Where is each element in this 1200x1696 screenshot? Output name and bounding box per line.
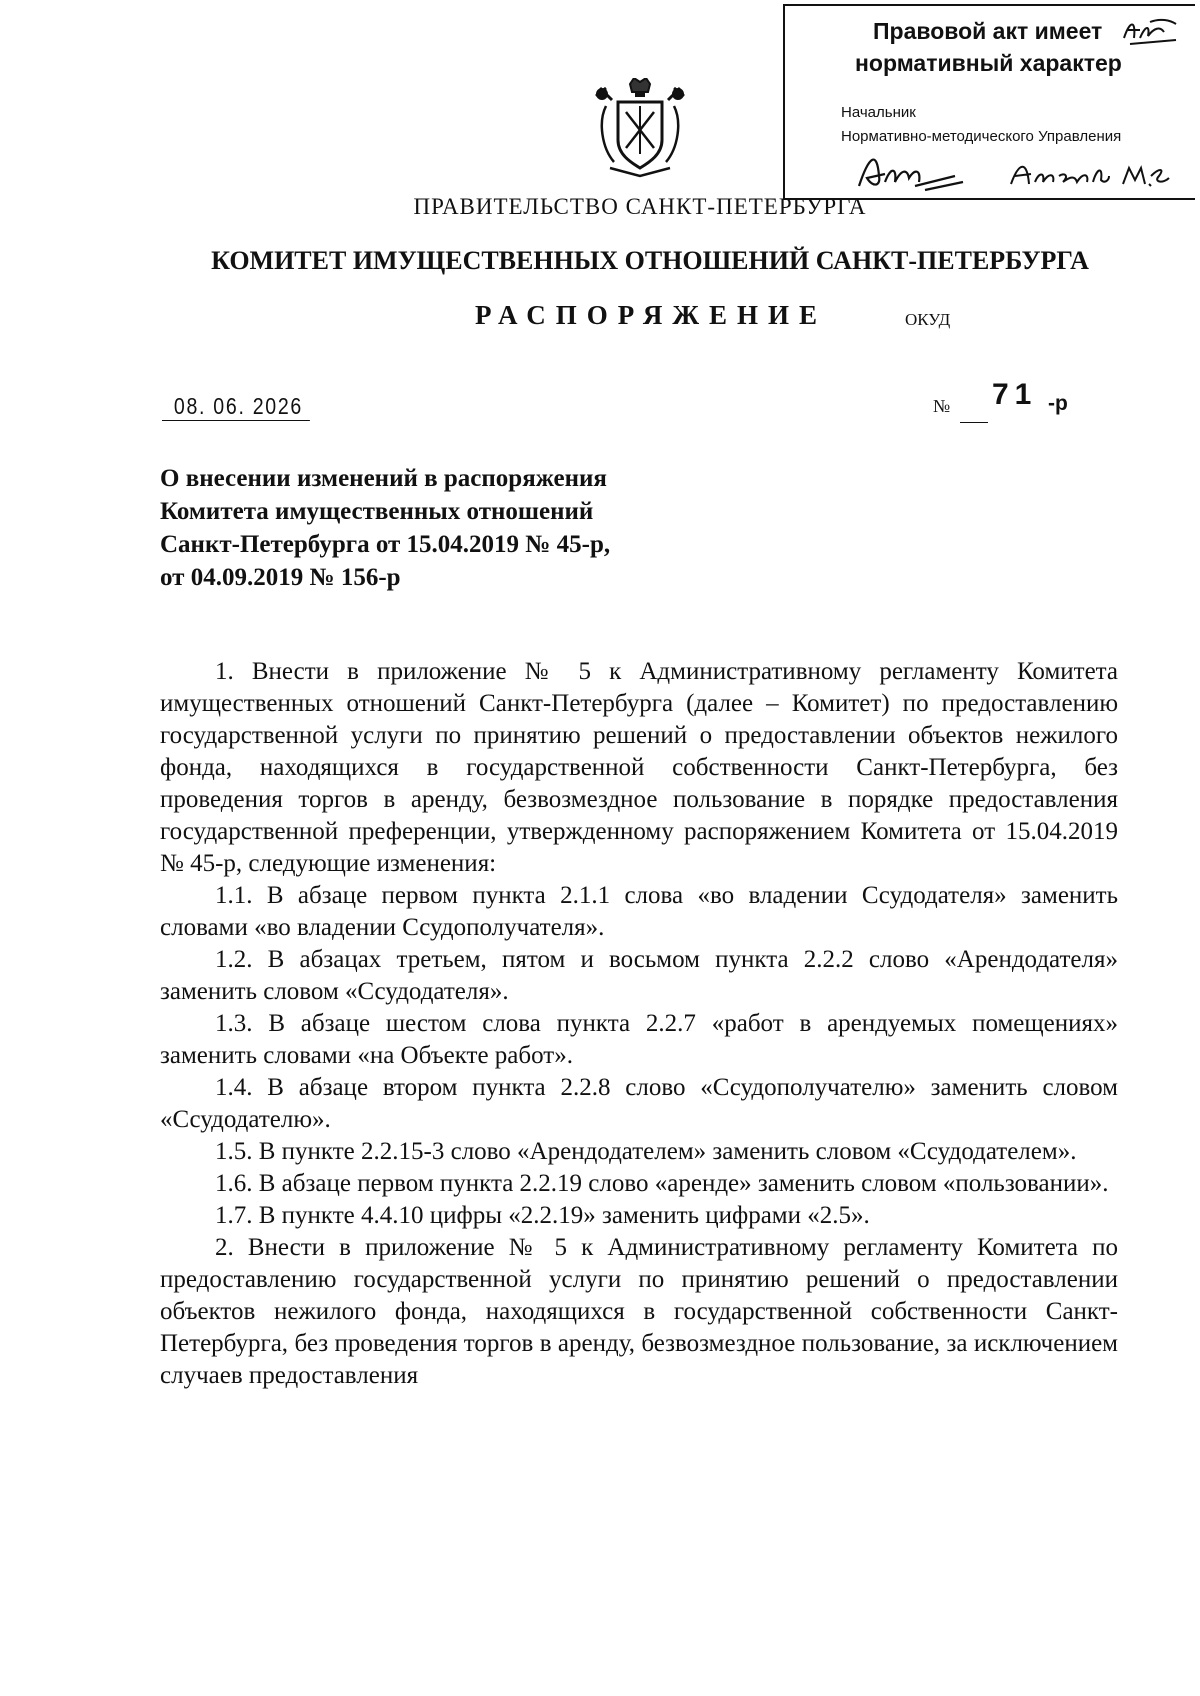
stamp-status-line2: нормативный характер — [855, 50, 1122, 76]
document-number-underline — [960, 422, 988, 423]
body-paragraph: 1.7. В пункте 4.4.10 цифры «2.2.19» заменить цифрами «2.5». — [215, 1202, 870, 1229]
body-paragraph: 1.3. В абзаце шестом слова пункта 2.2.7 «работ в арендуемых помещениях» заменить словами «на Объекте работ». — [160, 1010, 1118, 1069]
document-type-title: РАСПОРЯЖЕНИЕ — [475, 300, 828, 330]
document-number: 71 — [992, 378, 1038, 411]
subject-line: от 04.09.2019 № 156-р — [160, 564, 401, 591]
body-paragraph: 1.2. В абзацах третьем, пятом и восьмом пункта 2.2.2 слово «Арендодателя» заменить словом «Ссудодателя». — [160, 946, 1118, 1005]
subject-line: Санкт-Петербурга от 15.04.2019 № 45-р, — [160, 531, 611, 558]
document-date: 08. 06. 2026 — [162, 393, 310, 421]
body-paragraph: 1.5. В пункте 2.2.15-3 слово «Арендодателем» заменить словом «Ссудодателем». — [215, 1138, 1077, 1165]
legal-status-stamp — [783, 4, 1195, 200]
handwritten-signature — [855, 146, 965, 198]
document-body — [160, 656, 1118, 1392]
document-number-suffix: -р — [1048, 392, 1068, 415]
body-paragraph: 1.6. В абзаце первом пункта 2.2.19 слово «аренде» заменить словом «пользовании». — [215, 1170, 1109, 1197]
subject-line: О внесении изменений в распоряжения — [160, 465, 607, 492]
handwritten-initial-mark — [1120, 14, 1180, 50]
document-number-label: № — [933, 396, 951, 416]
body-paragraph: 1.1. В абзаце первом пункта 2.1.1 слова «во владении Ссудодателя» заменить словами «во владении Ссудополучателя». — [160, 882, 1118, 941]
body-paragraph: 2. Внести в приложение № 5 к Административному регламенту Комитета по предоставлению государственной услуги по принятию решений о предоставлении объектов нежилого фонда, находящихся в государственной собственности Санкт-Петербурга, без проведения торгов в аренду, безвозмездное пользование, за исключением случаев предоставления — [160, 1234, 1118, 1389]
government-header: ПРАВИТЕЛЬСТВО САНКТ-ПЕТЕРБУРГА — [413, 194, 867, 219]
subject-line: Комитета имущественных отношений — [160, 498, 594, 525]
body-paragraph: 1. Внести в приложение № 5 к Административному регламенту Комитета имущественных отношений Санкт-Петербурга (далее – Комитет) по предоставлению государственной услуги по принятию решений о предоставлении объектов нежилого фонда, находящихся в государственной собственности Санкт-Петербурга, без проведения торгов в аренду, безвозмездное пользование в порядке предоставления государственной преференции, утвержденному распоряжением Комитета от 15.04.2019 № 45-р, следующие изменения: — [160, 658, 1118, 877]
coat-of-arms-icon — [592, 78, 688, 180]
committee-name: КОМИТЕТ ИМУЩЕСТВЕННЫХ ОТНОШЕНИЙ САНКТ-ПЕТЕРБУРГА — [211, 246, 1089, 275]
handwritten-name-signature — [1005, 154, 1175, 194]
okud-label: ОКУД — [905, 310, 951, 329]
stamp-department: Нормативно-методического Управления — [841, 128, 1122, 145]
document-subject — [160, 462, 610, 594]
stamp-position-title: Начальник — [841, 104, 916, 121]
stamp-status-line1: Правовой акт имеет — [873, 18, 1103, 44]
body-paragraph: 1.4. В абзаце втором пункта 2.2.8 слово «Ссудополучателю» заменить словом «Ссудодателю». — [160, 1074, 1118, 1133]
